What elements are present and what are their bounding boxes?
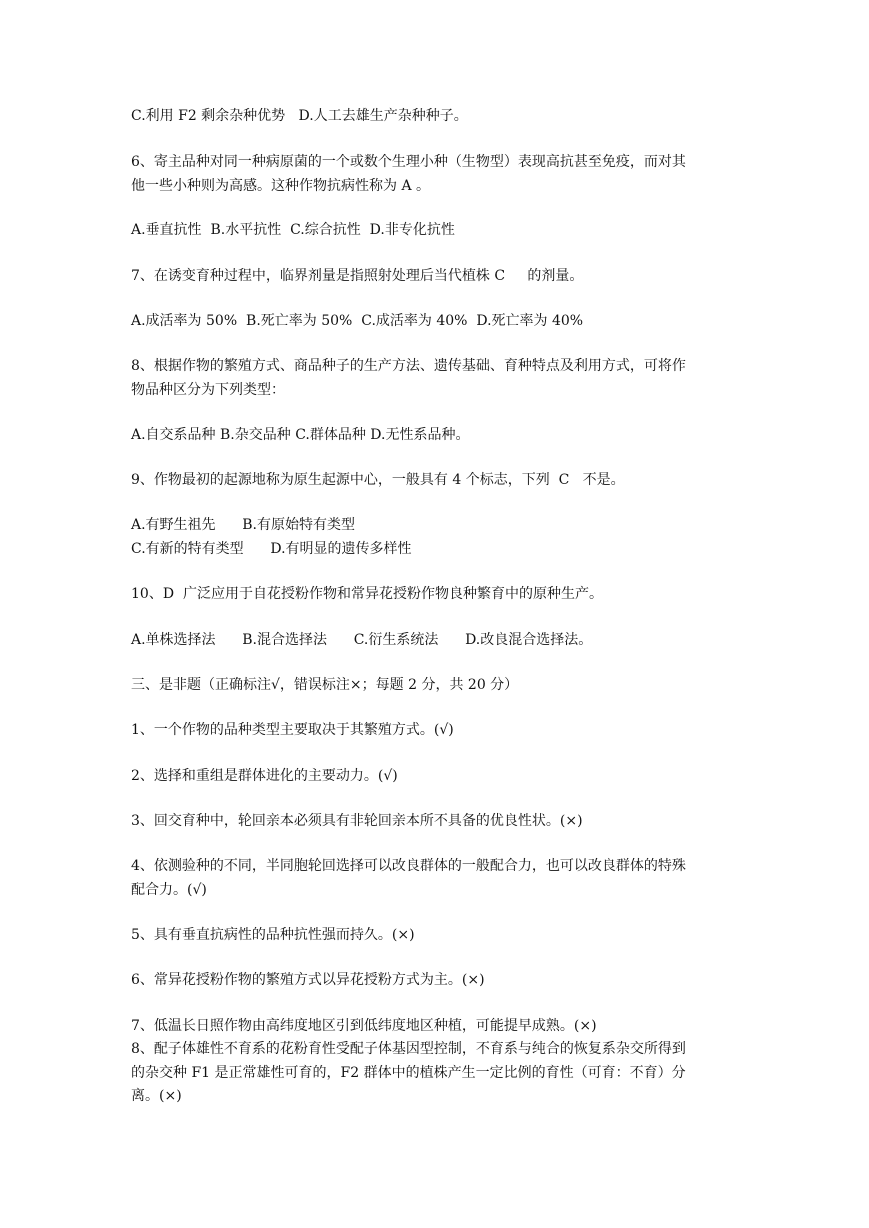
tf-item-7: 7、低温长日照作物由高纬度地区引到低纬度地区种植，可能提早成熟。(×) (131, 1018, 597, 1034)
q7-options: A.成活率为 50% B.死亡率为 50% C.成活率为 40% D.死亡率为 40% (131, 313, 584, 329)
q6-options: A.垂直抗性 B.水平抗性 C.综合抗性 D.非专化抗性 (131, 222, 455, 238)
q9-options-cd: C.有新的特有类型 D.有明显的遗传多样性 (131, 541, 412, 557)
tf-item-8-line3: 离。(×) (131, 1088, 182, 1104)
q9-text: 9、作物最初的起源地称为原生起源中心，一般具有 4 个标志，下列 C 不是。 (131, 472, 625, 488)
tf-item-5: 5、具有垂直抗病性的品种抗性强而持久。(×) (131, 927, 415, 943)
tf-item-1: 1、一个作物的品种类型主要取决于其繁殖方式。(√) (131, 722, 454, 738)
section3-heading: 三、是非题（正确标注√，错误标注×；每题 2 分，共 20 分） (131, 677, 519, 693)
tf-item-3: 3、回交育种中，轮回亲本必须具有非轮回亲本所不具备的优良性状。(×) (131, 813, 583, 829)
q10-text: 10、D 广泛应用于自花授粉作物和常异花授粉作物良种繁育中的原种生产。 (131, 586, 603, 602)
q7-text: 7、在诱变育种过程中，临界剂量是指照射处理后当代植株 C 的剂量。 (131, 268, 584, 284)
tf-item-8-line2: 的杂交种 F1 是正常雄性可育的，F2 群体中的植株产生一定比例的育性（可育：不育）分 (131, 1065, 686, 1081)
q5-options-cd: C.利用 F2 剩余杂种优势 D.人工去雄生产杂种种子。 (131, 108, 468, 124)
tf-item-2: 2、选择和重组是群体进化的主要动力。(√) (131, 768, 398, 784)
tf-item-8-line1: 8、配子体雄性不育系的花粉育性受配子体基因型控制，不育系与纯合的恢复系杂交所得到 (131, 1041, 686, 1057)
q6-text-line2: 他一些小种则为高感。这种作物抗病性称为 A 。 (131, 178, 431, 194)
q9-options-ab: A.有野生祖先 B.有原始特有类型 (131, 517, 355, 533)
q10-options: A.单株选择法 B.混合选择法 C.衍生系统法 D.改良混合选择法。 (131, 632, 593, 648)
tf-item-4-line2: 配合力。(√) (131, 882, 207, 898)
tf-item-4-line1: 4、依测验种的不同，半同胞轮回选择可以改良群体的一般配合力，也可以改良群体的特殊 (131, 858, 686, 874)
q6-text-line1: 6、寄主品种对同一种病原菌的一个或数个生理小种（生物型）表现高抗甚至免疫，而对其 (131, 154, 686, 170)
q8-options: A.自交系品种 B.杂交品种 C.群体品种 D.无性系品种。 (131, 427, 470, 443)
tf-item-6: 6、常异花授粉作物的繁殖方式以异花授粉方式为主。(×) (131, 972, 485, 988)
q8-text-line2: 物品种区分为下列类型： (131, 382, 285, 398)
q8-text-line1: 8、根据作物的繁殖方式、商品种子的生产方法、遗传基础、育种特点及利用方式，可将作 (131, 358, 686, 374)
